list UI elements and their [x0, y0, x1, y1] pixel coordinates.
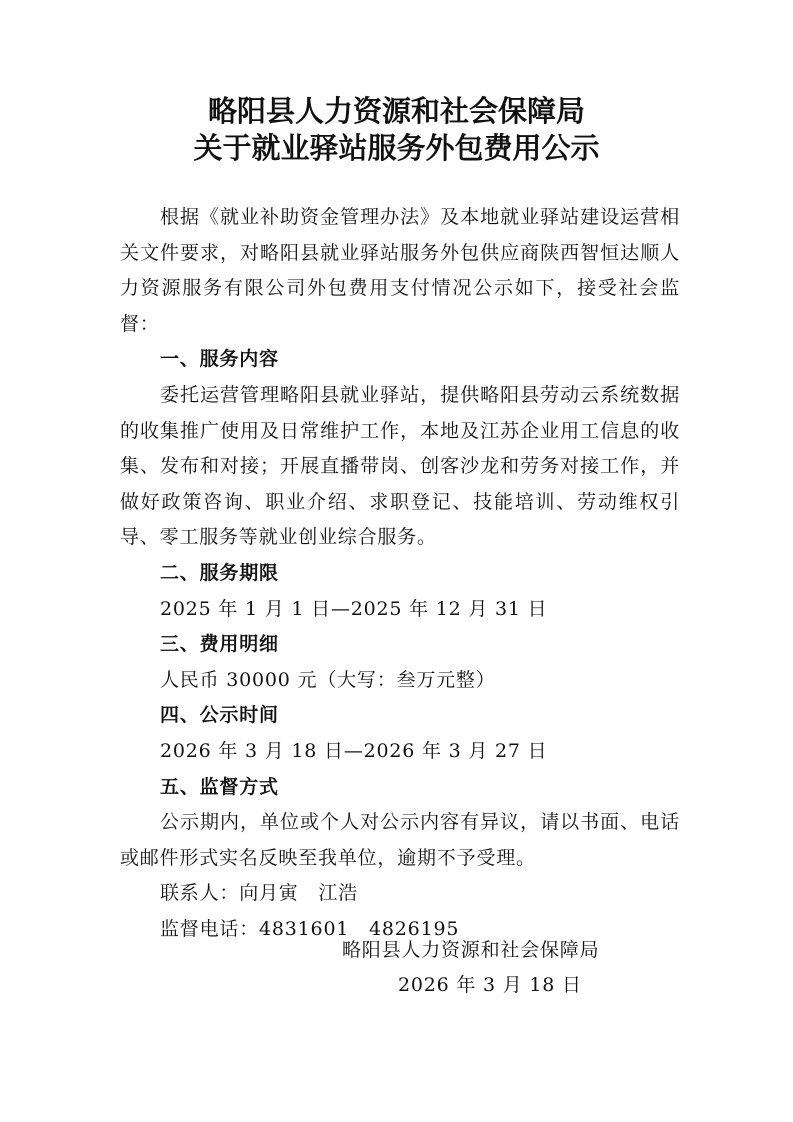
document-body	[120, 200, 680, 947]
intro-paragraph: 根据《就业补助资金管理办法》及本地就业驿站建设运营相关文件要求，对略阳县就业驿站服务外包供应商陕西智恒达顺人力资源服务有限公司外包费用支付情况公示如下，接受社会监督：	[120, 206, 680, 335]
section-heading-notice-period: 四、公示时间	[160, 704, 279, 727]
supervision-phone: 监督电话：4831601 4826195	[160, 917, 460, 940]
section-text-service-period: 2025 年 1 月 1 日—2025 年 12 月 31 日	[160, 597, 548, 620]
section-heading-service-period: 二、服务期限	[160, 561, 279, 584]
section-heading-service-content: 一、服务内容	[160, 348, 279, 371]
section-text-service-content: 委托运营管理略阳县就业驿站，提供略阳县劳动云系统数据的收集推广使用及日常维护工作，本地及江苏企业用工信息的收集、发布和对接；开展直播带岗、创客沙龙和劳务对接工作，并做好政策咨询、职业介绍、求职登记、技能培训、劳动维权引导、零工服务等就业创业综合服务。	[120, 383, 680, 549]
title-line-1: 略阳县人力资源和社会保障局	[207, 94, 585, 128]
signature-date: 2026 年 3 月 18 日	[398, 974, 582, 996]
signature-organization: 略阳县人力资源和社会保障局	[342, 939, 600, 961]
contact-persons: 联系人：向月寅 江浩	[160, 882, 359, 905]
section-heading-supervision: 五、监督方式	[160, 775, 279, 798]
title-line-2: 关于就业驿站服务外包费用公示	[193, 131, 600, 165]
section-text-notice-period: 2026 年 3 月 18 日—2026 年 3 月 27 日	[160, 739, 548, 762]
section-text-fee-details: 人民币 30000 元（大写：叁万元整）	[160, 668, 496, 691]
section-heading-fee-details: 三、费用明细	[160, 633, 279, 656]
section-text-supervision: 公示期内，单位或个人对公示内容有异议，请以书面、电话或邮件形式实名反映至我单位，逾期不予受理。	[120, 811, 680, 869]
